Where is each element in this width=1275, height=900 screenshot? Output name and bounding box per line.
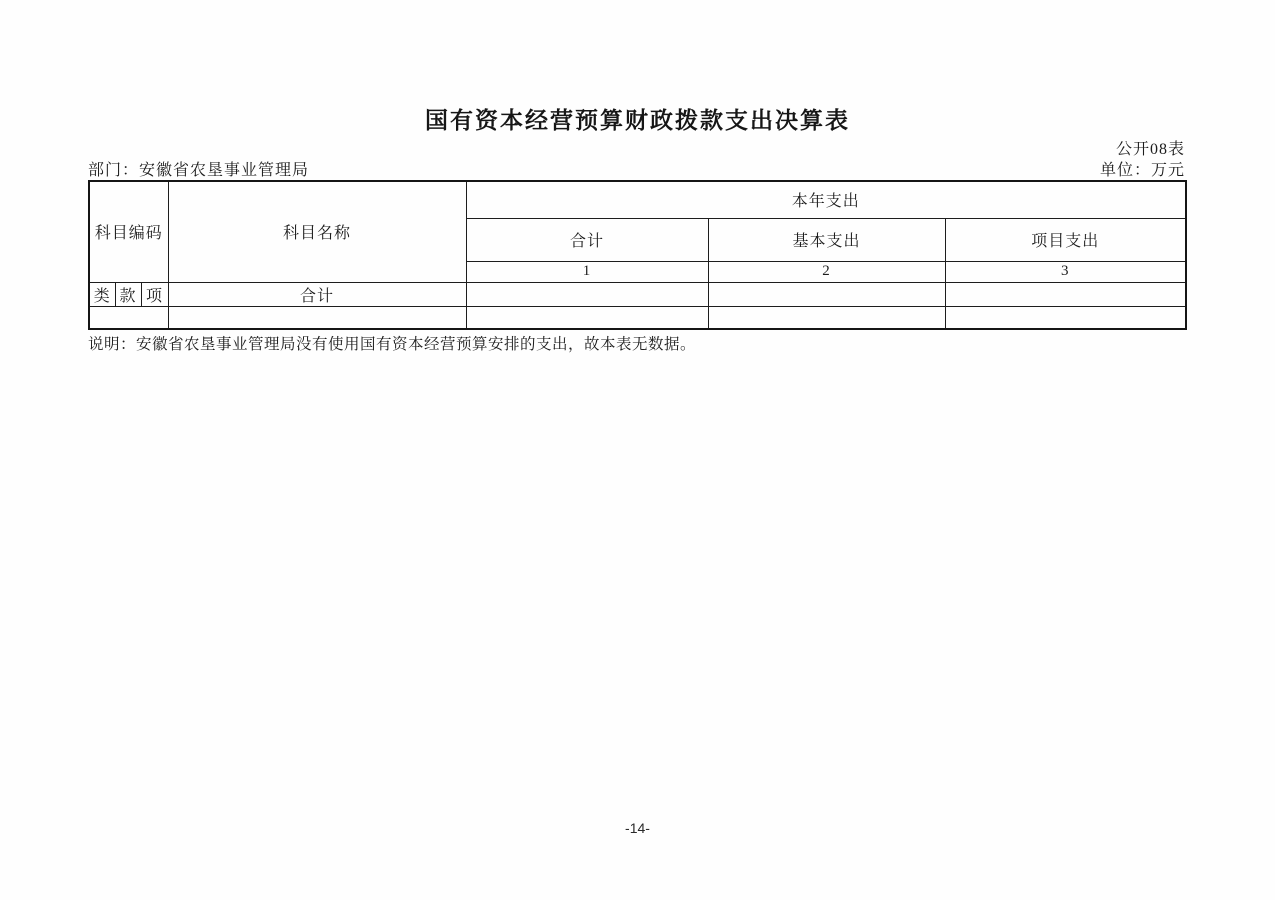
code-cell-kuan: 款 (115, 282, 141, 306)
explanatory-note: 说明：安徽省农垦事业管理局没有使用国有资本经营预算安排的支出，故本表无数据。 (88, 336, 697, 353)
header-subject-code: 科目编码 (89, 181, 168, 282)
table-code-label: 公开08表 (1115, 141, 1185, 158)
column-number-1: 1 (466, 261, 708, 282)
table-header-row-1 (89, 181, 1186, 218)
code-cell-empty (89, 306, 168, 329)
column-number-3: 3 (945, 261, 1186, 282)
page-title: 国有资本经营预算财政拨款支出决算表 (425, 107, 850, 133)
name-cell-total: 合计 (168, 282, 466, 306)
value-cell-total (466, 282, 708, 306)
value-cell-project (945, 282, 1186, 306)
column-number-2: 2 (708, 261, 945, 282)
unit-label: 单位：万元 (1099, 162, 1185, 179)
table-row-total (89, 282, 1186, 306)
value-cell-project-empty (945, 306, 1186, 329)
value-cell-basic-empty (708, 306, 945, 329)
department-label: 部门：安徽省农垦事业管理局 (88, 162, 310, 179)
header-total: 合计 (466, 218, 708, 261)
header-project-expenditure: 项目支出 (945, 218, 1186, 261)
meta-row (88, 157, 1185, 180)
value-cell-basic (708, 282, 945, 306)
name-cell-empty (168, 306, 466, 329)
value-cell-total-empty (466, 306, 708, 329)
header-subject-name: 科目名称 (168, 181, 466, 282)
table-row-empty (89, 306, 1186, 329)
header-basic-expenditure: 基本支出 (708, 218, 945, 261)
code-cell-lei: 类 (89, 282, 115, 306)
budget-expenditure-table (88, 180, 1187, 330)
page-number: -14- (625, 820, 650, 836)
header-current-year-expenditure: 本年支出 (466, 181, 1186, 218)
code-cell-xiang: 项 (141, 282, 168, 306)
